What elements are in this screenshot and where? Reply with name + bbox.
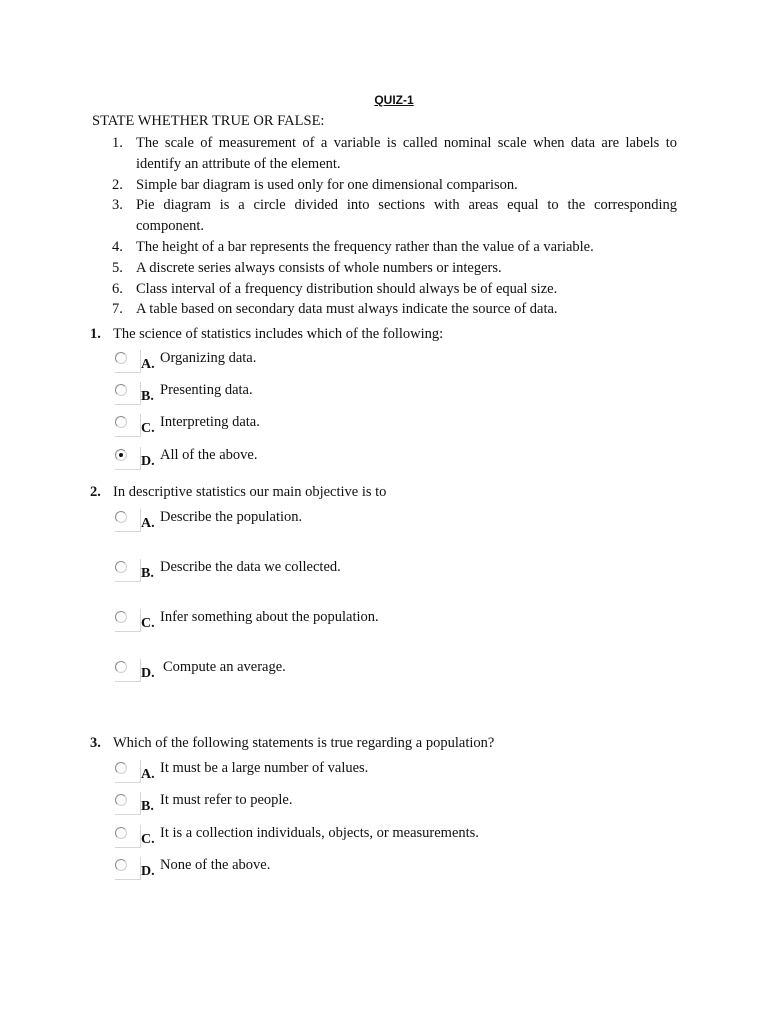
q3-option-a[interactable] — [115, 760, 615, 786]
q1-option-d[interactable] — [115, 447, 615, 473]
true-false-item — [112, 133, 677, 175]
option-box — [115, 382, 141, 405]
option-box — [115, 447, 141, 470]
option-box — [115, 509, 141, 532]
item-text: Simple bar diagram is used only for one dimensional comparison. — [136, 176, 518, 193]
true-false-item — [112, 175, 677, 196]
question-2 — [90, 484, 386, 501]
option-box — [115, 760, 141, 783]
question-text: In descriptive statistics our main objective is to — [113, 484, 387, 500]
true-false-item — [112, 195, 677, 237]
option-text: None of the above. — [160, 857, 271, 873]
true-false-heading: STATE WHETHER TRUE OR FALSE: — [92, 113, 325, 129]
true-false-item — [112, 237, 677, 258]
option-letter: B. — [141, 389, 154, 404]
question-text: The science of statistics includes which of the following: — [113, 326, 444, 342]
true-false-item — [112, 258, 677, 279]
item-text: The height of a bar represents the frequency rather than the value of a variable. — [136, 238, 594, 255]
option-text: Compute an average. — [163, 659, 286, 675]
option-letter: C. — [141, 616, 155, 631]
item-text: A table based on secondary data must always indicate the source of data. — [136, 301, 558, 318]
true-false-item — [112, 279, 677, 300]
q2-option-c[interactable] — [115, 609, 615, 635]
question-number: 1. — [90, 326, 101, 342]
q2-option-a[interactable] — [115, 509, 615, 535]
item-text: The scale of measurement of a variable is called nominal scale when data are labels to identify an attribute of the element. — [136, 135, 677, 172]
option-text: It is a collection individuals, objects, or measurements. — [160, 825, 479, 841]
option-letter: D. — [141, 454, 155, 469]
option-text: It must refer to people. — [160, 792, 293, 808]
question-1 — [90, 326, 443, 343]
option-box — [115, 609, 141, 632]
option-letter: A. — [141, 357, 155, 372]
option-text: All of the above. — [160, 447, 258, 463]
option-letter: B. — [141, 566, 154, 581]
option-box — [115, 857, 141, 880]
option-text: Describe the data we collected. — [160, 559, 341, 575]
item-text: Pie diagram is a circle divided into sections with areas equal to the corresponding component. — [136, 197, 677, 235]
true-false-list — [112, 133, 677, 320]
quiz-title: QUIZ-1 — [374, 93, 414, 107]
option-text: Infer something about the population. — [160, 609, 379, 625]
option-letter: C. — [141, 832, 155, 847]
option-letter: A. — [141, 516, 155, 531]
option-text: Describe the population. — [160, 509, 303, 525]
true-false-item — [112, 299, 677, 320]
item-text: A discrete series always consists of whole numbers or integers. — [136, 259, 502, 276]
option-box — [115, 825, 141, 848]
option-box — [115, 414, 141, 437]
item-number: 3. — [112, 197, 123, 214]
q2-option-b[interactable] — [115, 559, 615, 585]
option-box — [115, 659, 141, 682]
option-text: It must be a large number of values. — [160, 760, 369, 776]
item-number: 5. — [112, 259, 123, 276]
q3-option-d[interactable] — [115, 857, 615, 883]
item-number: 1. — [112, 135, 123, 151]
option-text: Interpreting data. — [160, 414, 260, 430]
q2-option-d[interactable] — [115, 659, 615, 685]
q1-option-b[interactable] — [115, 382, 615, 408]
item-number: 2. — [112, 176, 123, 193]
q3-option-b[interactable] — [115, 792, 615, 818]
q1-option-c[interactable] — [115, 414, 615, 440]
option-box — [115, 350, 141, 373]
item-number: 7. — [112, 301, 123, 318]
option-letter: D. — [141, 864, 155, 879]
item-number: 6. — [112, 280, 123, 297]
option-letter: B. — [141, 799, 154, 814]
option-letter: C. — [141, 421, 155, 436]
question-text: Which of the following statements is true regarding a population? — [113, 735, 495, 751]
question-3 — [90, 735, 494, 752]
option-letter: A. — [141, 767, 155, 782]
item-text: Class interval of a frequency distribution should always be of equal size. — [136, 280, 558, 297]
option-text: Organizing data. — [160, 350, 257, 366]
option-text: Presenting data. — [160, 382, 253, 398]
option-letter: D. — [141, 666, 155, 681]
question-number: 2. — [90, 484, 101, 500]
option-box — [115, 559, 141, 582]
option-box — [115, 792, 141, 815]
q1-option-a[interactable] — [115, 350, 615, 376]
question-number: 3. — [90, 735, 101, 751]
item-number: 4. — [112, 238, 123, 255]
q3-option-c[interactable] — [115, 825, 615, 851]
